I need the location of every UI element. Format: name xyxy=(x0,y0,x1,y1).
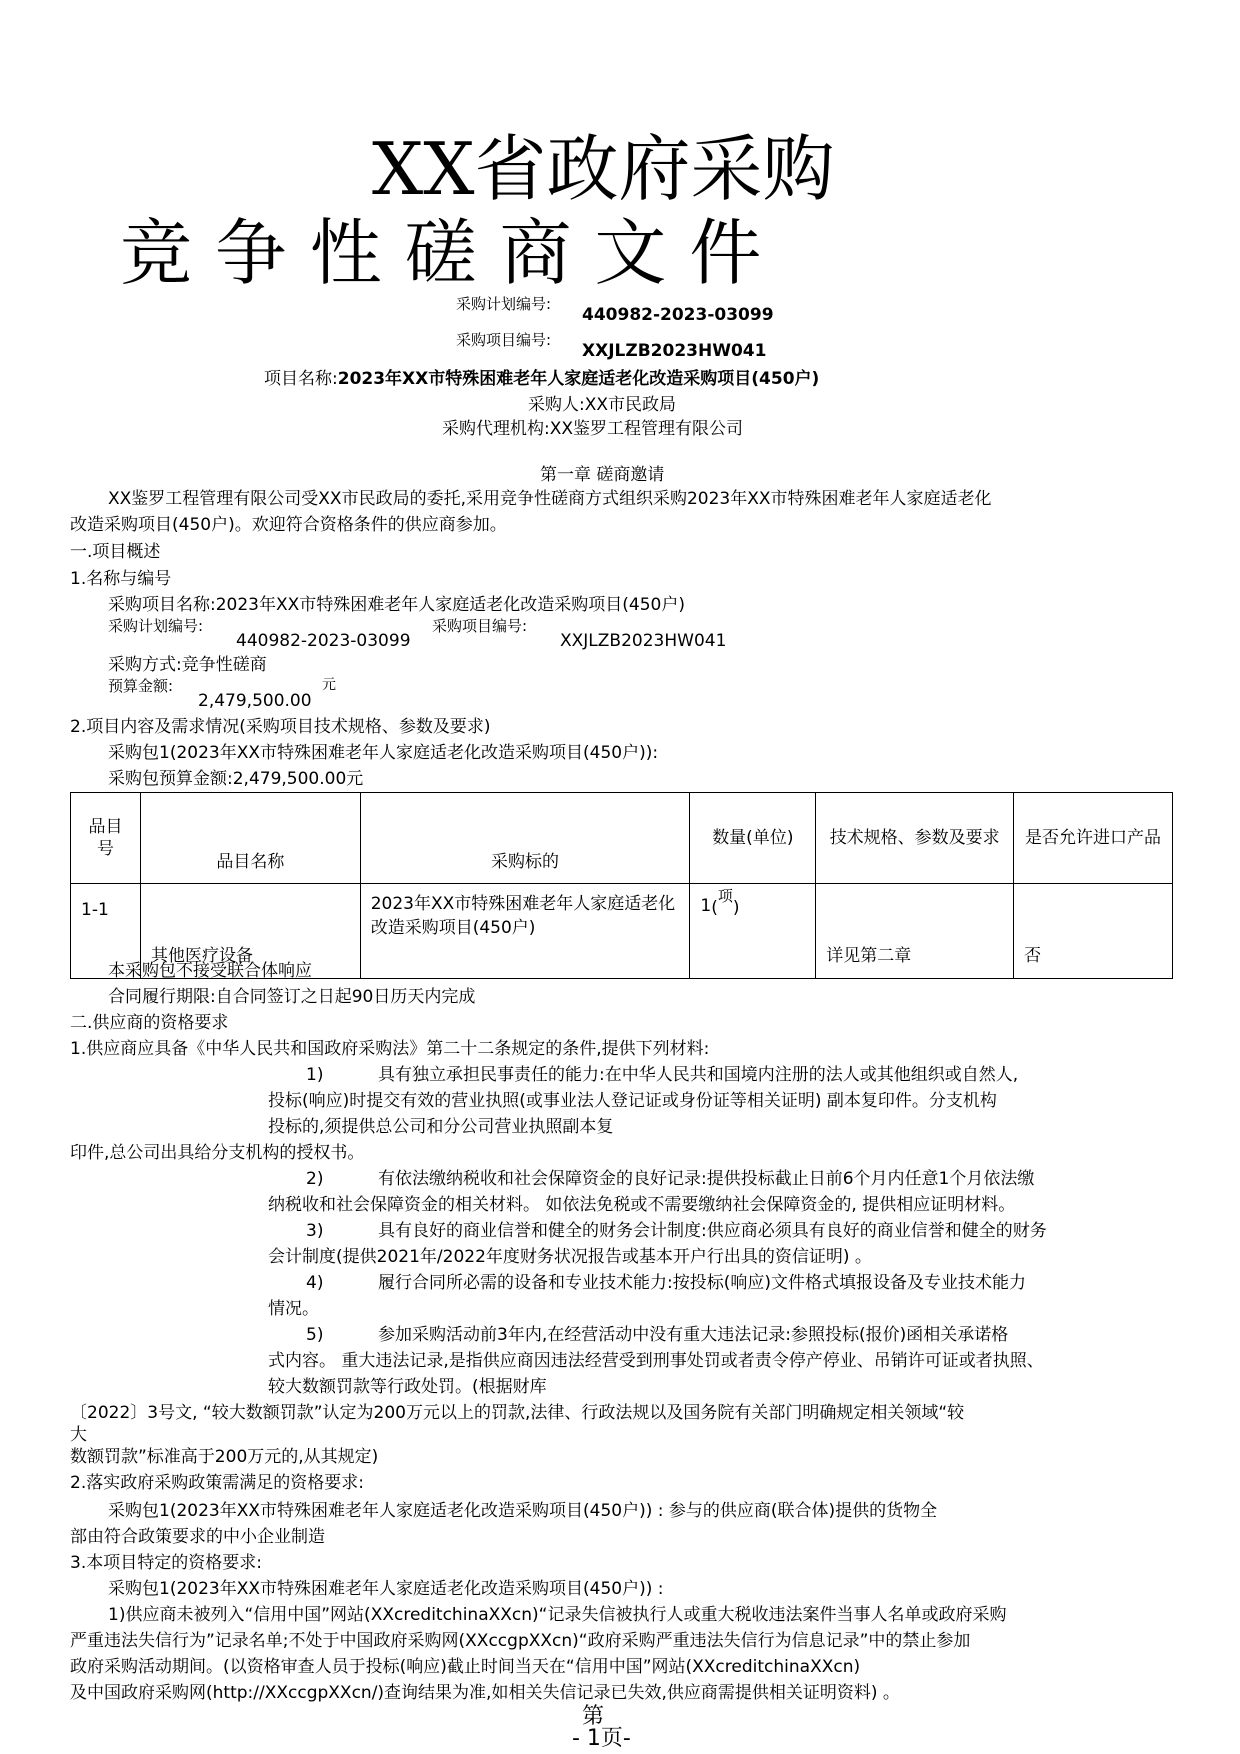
cover-project-name xyxy=(264,368,819,390)
intro-line-1: XX鉴罗工程管理有限公司受XX市民政局的委托,采用竞争性磋商方式组织采购2023年XX市特殊困难老年人家庭适老化 xyxy=(108,489,992,509)
cover-project-number: XXJLZB2023HW041 xyxy=(582,341,767,361)
item-1-number: 1) xyxy=(306,1065,324,1085)
item-5-line-a: 参加采购活动前3年内,在经营活动中没有重大违法记录:参照投标(报价)函相关承诺格 xyxy=(378,1325,1009,1345)
plan-number-label: 采购计划编号: xyxy=(108,617,204,635)
requirement-2-line-a: 采购包1(2023年XX市特殊困难老年人家庭适老化改造采购项目(450户)) : 参与的供应商(联合体)提供的货物全 xyxy=(108,1501,938,1521)
item-2-line-b: 纳税收和社会保障资金的相关材料。 如依法免税或不需要缴纳社会保障资金的, 提供相应证明材料。 xyxy=(268,1195,1016,1215)
quantity-value: 1 xyxy=(700,896,712,916)
header-import: 是否允许进口产品 xyxy=(1014,793,1173,884)
item-4-number: 4) xyxy=(306,1273,324,1293)
header-item-no: 品目号 xyxy=(71,793,141,884)
header-spec: 技术规格、参数及要求 xyxy=(816,793,1014,884)
section-1-1-heading: 1.名称与编号 xyxy=(70,569,172,589)
requirement-1: 1.供应商应具备《中华人民共和国政府采购法》第二十二条规定的条件,提供下列材料: xyxy=(70,1039,710,1059)
project-number-label: 采购项目编号: xyxy=(432,617,528,635)
item-5-line-b: 式内容。 重大违法记录,是指供应商因违法经营受到刑事处罚或者责令停产停业、吊销许可证或者执照、 xyxy=(268,1351,1044,1371)
budget-unit: 元 xyxy=(322,677,336,693)
item-5-number: 5) xyxy=(306,1325,324,1345)
project-name-line: 采购项目名称:2023年XX市特殊困难老年人家庭适老化改造采购项目(450户) xyxy=(108,595,685,615)
cell-quantity xyxy=(690,884,816,979)
cover-project-name-value: 2023年XX市特殊困难老年人家庭适老化改造采购项目(450户) xyxy=(337,369,820,389)
budget-value: 2,479,500.00 xyxy=(198,691,312,711)
requirement-2-line-b: 部由符合政策要求的中小企业制造 xyxy=(70,1527,325,1547)
section-2-heading: 二.供应商的资格要求 xyxy=(70,1013,229,1033)
intro-line-2: 改造采购项目(450户)。欢迎符合资格条件的供应商参加。 xyxy=(70,515,507,535)
requirement-3: 3.本项目特定的资格要求: xyxy=(70,1553,262,1573)
budget-label: 预算金额: xyxy=(108,677,174,695)
item-5-line-e: 大 xyxy=(70,1425,87,1445)
item-5-line-f: 数额罚款”标准高于200万元的,从其规定) xyxy=(70,1447,379,1467)
cell-item-no: 1-1 xyxy=(71,884,141,979)
item-2-line-a: 有依法缴纳税收和社会保障资金的良好记录:提供投标截止日前6个月内任意1个月依法缴 xyxy=(378,1169,1035,1189)
contract-period: 合同履行期限:自合同签订之日起90日历天内完成 xyxy=(108,987,476,1007)
plan-number-value: 440982-2023-03099 xyxy=(236,631,411,651)
item-4-line-a: 履行合同所必需的设备和专业技术能力:按投标(响应)文件格式填报设备及专业技术能力 xyxy=(378,1273,1026,1293)
table-header-row xyxy=(71,793,1173,884)
requirement-3-line-e: 及中国政府采购网(http://XXccgpXXcn/)查询结果为准,如相关失信记录已失效,供应商需提供相关证明资料) 。 xyxy=(70,1683,900,1703)
project-number-value: XXJLZB2023HW041 xyxy=(560,631,727,651)
cover-project-name-label: 项目名称: xyxy=(264,369,338,389)
items-table xyxy=(70,792,1173,979)
header-quantity: 数量(单位) xyxy=(690,793,816,884)
item-5-line-d: 〔2022〕3号文, “较大数额罚款”认定为200万元以上的罚款,法律、行政法规以及国务院有关部门明确规定相关领域“较 xyxy=(70,1403,965,1423)
section-1-2-heading: 2.项目内容及需求情况(采购项目技术规格、参数及要求) xyxy=(70,717,491,737)
title-line-1: XX省政府采购 xyxy=(372,127,835,211)
cell-import: 否 xyxy=(1014,884,1173,979)
requirement-3-line-b: 1)供应商未被列入“信用中国”网站(XXcreditchinaXXcn)“记录失信被执行人或重大税收违法案件当事人名单或政府采购 xyxy=(108,1605,1007,1625)
cell-target: 2023年XX市特殊困难老年人家庭适老化改造采购项目(450户) xyxy=(360,884,690,979)
item-3-line-a: 具有良好的商业信誉和健全的财务会计制度:供应商必须具有良好的商业信誉和健全的财务 xyxy=(378,1221,1047,1241)
cover-buyer: 采购人:XX市民政局 xyxy=(528,395,677,415)
item-3-number: 3) xyxy=(306,1221,324,1241)
item-3-line-b: 会计制度(提供2021年/2022年度财务状况报告或基本开户行出具的资信证明) 。 xyxy=(268,1247,872,1267)
cover-project-label: 采购项目编号: xyxy=(456,331,552,349)
chapter-heading: 第一章 磋商邀请 xyxy=(540,465,665,485)
cover-plan-label: 采购计划编号: xyxy=(456,295,552,313)
cover-plan-number: 440982-2023-03099 xyxy=(582,305,774,325)
item-4-line-b: 情况。 xyxy=(268,1299,319,1319)
item-1-line-c: 投标的,须提供总公司和分公司营业执照副本复 xyxy=(268,1117,614,1137)
cell-spec: 详见第二章 xyxy=(816,884,1014,979)
title-line-2: 竞 争 性 磋 商 文 件 xyxy=(120,211,762,295)
item-1-line-d: 印件,总公司出具给分支机构的授权书。 xyxy=(70,1143,365,1163)
page-number: - 1页- xyxy=(572,1726,631,1751)
cover-agency: 采购代理机构:XX鉴罗工程管理有限公司 xyxy=(442,419,744,439)
no-consortium-note: 本采购包不接受联合体响应 xyxy=(108,961,312,981)
section-1-heading: 一.项目概述 xyxy=(70,542,161,562)
requirement-3-line-c: 严重违法失信行为”记录名单;不处于中国政府采购网(XXccgpXXcn)“政府采购严重违法失信行为信息记录”中的禁止参加 xyxy=(70,1631,971,1651)
item-1-line-b: 投标(响应)时提交有效的营业执照(或事业法人登记证或身份证等相关证明) 副本复印件。分支机构 xyxy=(268,1091,997,1111)
requirement-3-line-d: 政府采购活动期间。(以资格审查人员于投标(响应)截止时间当天在“信用中国”网站(XXcreditchinaXXcn) xyxy=(70,1657,861,1677)
requirement-3-line-a: 采购包1(2023年XX市特殊困难老年人家庭适老化改造采购项目(450户)) : xyxy=(108,1579,664,1599)
item-2-number: 2) xyxy=(306,1169,324,1189)
header-target: 采购标的 xyxy=(360,793,690,884)
item-1-line-a: 具有独立承担民事责任的能力:在中华人民共和国境内注册的法人或其他组织或自然人, xyxy=(378,1065,1019,1085)
header-item-name: 品目名称 xyxy=(140,793,360,884)
procurement-method: 采购方式:竞争性磋商 xyxy=(108,655,267,675)
package-budget: 采购包预算金额:2,479,500.00元 xyxy=(108,769,364,789)
quantity-paren-open: ( xyxy=(711,898,718,918)
quantity-paren-close: ) xyxy=(732,898,740,918)
package-line: 采购包1(2023年XX市特殊困难老年人家庭适老化改造采购项目(450户)): xyxy=(108,743,659,763)
quantity-unit: 项 xyxy=(717,887,733,905)
cell-item-name: 其他医疗设备 xyxy=(140,884,360,979)
item-5-line-c: 较大数额罚款等行政处罚。(根据财库 xyxy=(268,1377,547,1397)
requirement-2: 2.落实政府采购政策需满足的资格要求: xyxy=(70,1473,364,1493)
page-number-top: 第 xyxy=(582,1704,605,1729)
